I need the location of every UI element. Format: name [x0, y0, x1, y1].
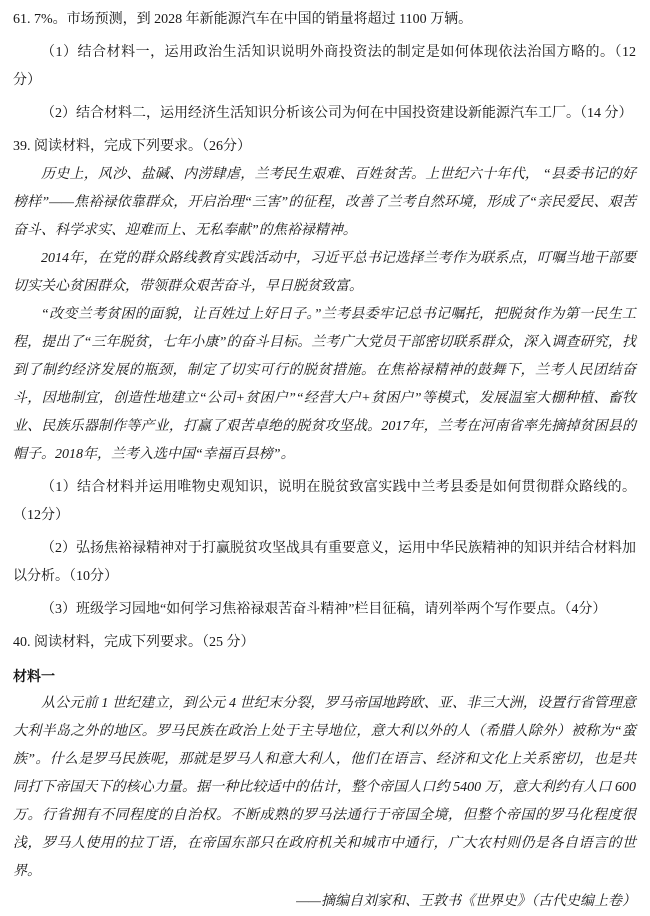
question-39-heading: 39. 阅读材料，完成下列要求。（26分） [13, 139, 251, 154]
question-39-part2: （2）弘扬焦裕禄精神对于打赢脱贫攻坚战具有重要意义，运用中华民族精神的知识并结合材料加以分析。（10分） [13, 541, 636, 584]
q39-material-paragraph-1: 历史上，风沙、盐碱、内涝肆虐，兰考民生艰难、百姓贫苦。上世纪六十年代， “县委书记的好榜样”——焦裕禄依靠群众，开启治理“三害”的征程，改善了兰考自然环境，形成了“亲民爱民、艰苦奋斗、科学求实、迎难而上、无私奉献”的焦裕禄精神。 [13, 167, 636, 238]
question-40-heading: 40. 阅读材料，完成下列要求。（25 分） [13, 635, 255, 650]
q39-material-paragraph-3: “改变兰考贫困的面貌，让百姓过上好日子。”兰考县委牢记总书记嘱托，把脱贫作为第一民生工程，提出了“三年脱贫，七年小康”的奋斗目标。兰考广大党员干部密切联系群众，深入调查研究，找到了制约经济发展的瓶颈，制定了切实可行的脱贫措施。在焦裕禄精神的鼓舞下，兰考人民团结奋斗，因地制宜，创造性地建立“公司+贫困户”“经营大户+贫困户”等模式，发展温室大棚种植、畜牧业、民族乐器制作等产业，打赢了艰苦卓绝的脱贫攻坚战。2017年，兰考在河南省率先摘掉贫困县的帽子。2018年，兰考入选中国“幸福百县榜”。 [13, 307, 636, 462]
material-one-heading: 材料一 [13, 668, 55, 684]
q40-material-source-attribution: ——摘编自刘家和、王敦书《世界史》（古代史编上卷） [296, 894, 636, 909]
question-61-part2: （2）结合材料二，运用经济生活知识分析该公司为何在中国投资建设新能源汽车工厂。（14 分） [41, 106, 633, 121]
q39-material-paragraph-2: 2014年，在党的群众路线教育实践活动中，习近平总书记选择兰考作为联系点，叮嘱当地干部要切实关心贫困群众，带领群众艰苦奋斗，早日脱贫致富。 [13, 251, 636, 294]
question-39-part3: （3）班级学习园地“如何学习焦裕禄艰苦奋斗精神”栏目征稿，请列举两个写作要点。（4分） [41, 602, 607, 617]
line-61-intro: 61. 7%。市场预测，到 2028 年新能源汽车在中国的销量将超过 1100 万辆。 [13, 12, 473, 27]
q40-material-paragraph: 从公元前 1 世纪建立，到公元 4 世纪末分裂，罗马帝国地跨欧、亚、非三大洲，设置行省管理意大利半岛之外的地区。罗马民族在政治上处于主导地位，意大利以外的人（希腊人除外）被称为“蛮族”。什么是罗马民族呢，那就是罗马人和意大利人，他们在语言、经济和文化上关系密切，也是共同打下帝国天下的核心力量。据一种比较适中的估计，整个帝国人口约 5400 万，意大利约有人口 600 万。行省拥有不同程度的自治权。不断成熟的罗马法通行于帝国全境，但整个帝国的罗马化程度很浅，罗马人使用的拉丁语，在帝国东部只在政府机关和城市中通行，广大农村则仍是各自语言的世界。 [13, 696, 636, 879]
question-61-part1: （1）结合材料一，运用政治生活知识说明外商投资法的制定是如何体现依法治国方略的。（12 分） [13, 45, 636, 88]
question-39-part1: （1）结合材料并运用唯物史观知识，说明在脱贫致富实践中兰考县委是如何贯彻群众路线的。（12分） [13, 480, 636, 523]
